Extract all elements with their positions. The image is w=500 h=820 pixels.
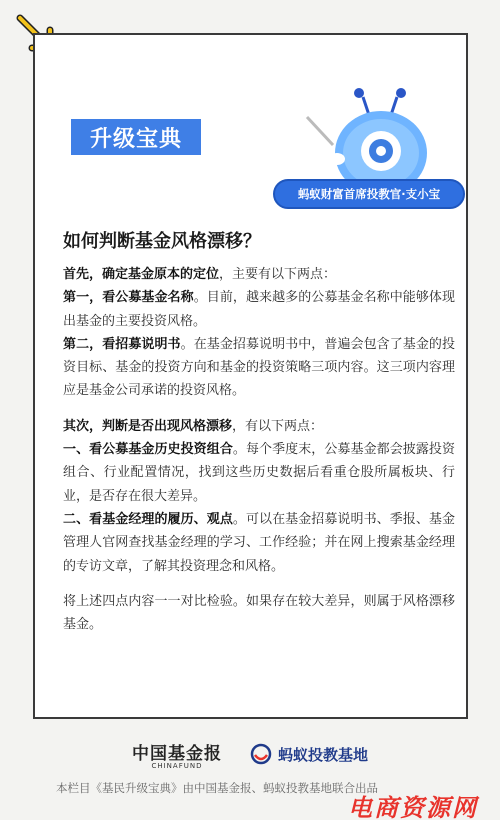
watermark: 电商资源网 [348,794,478,820]
article-body [63,263,455,636]
chinafund-logo: 中国基金报 CHINAFUND [131,743,222,770]
paragraph: 首先，确定基金原本的定位，主要有以下两点： [63,267,337,282]
ant-edu-logo: 蚂蚁投教基地 [250,743,368,765]
paragraph: 第一，看公募基金名称。目前，越来越多的公募基金名称中能够体现出基金的主要投资风格。 [63,290,455,329]
content-card [33,33,468,719]
mascot-name-tag: 蚂蚁财富首席投教官·支小宝 [273,179,465,209]
paragraph: 第二，看招募说明书。在基金招募说明书中，普遍会包含了基金的投资目标、基金的投资方向和基金的投资策略三项内容。这三项内容理应是基金公司承诺的投资风格。 [63,336,455,399]
article-title: 如何判断基金风格漂移？ [63,231,261,252]
footer-logos [0,736,500,772]
paragraph: 一、看公募基金历史投资组合。每个季度末，公募基金都会披露投资组合、行业配置情况，找到这些历史数据后看重仓股所属板块、行业，是否存在很大差异。 [63,442,455,504]
footnote: 本栏目《基民升级宝典》由中国基金报、蚂蚁投教基地联合出品 [56,781,378,795]
paragraph: 二、看基金经理的履历、观点。可以在基金招募说明书、季报、基金管理人官网查找基金经理的学习、工作经验；并在网上搜索基金经理的专访文章，了解其投资理念和风格。 [63,511,455,574]
section-badge: 升级宝典 [71,119,201,155]
ant-logo-icon [250,743,272,765]
paragraph: 将上述四点内容一一对比检验。如果存在较大差异，则属于风格漂移基金。 [63,593,455,633]
paragraph: 其次，判断是否出现风格漂移，有以下两点： [63,418,324,434]
